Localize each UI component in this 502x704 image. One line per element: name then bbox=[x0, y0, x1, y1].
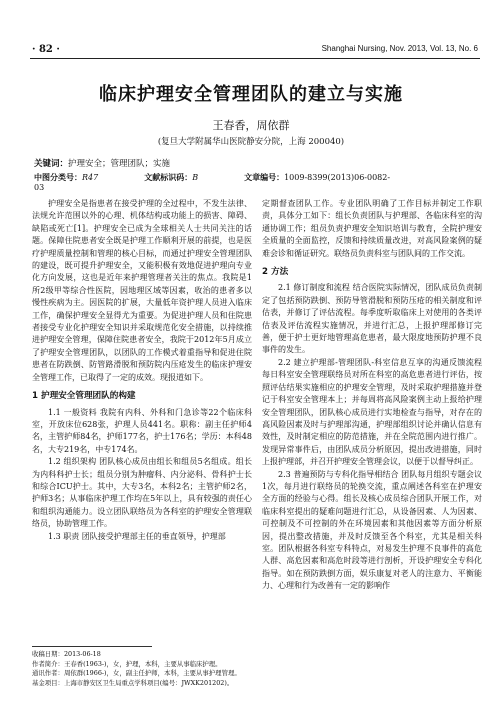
footnote-author: 作者简介：王春香(1963-)，女，护理，本科，主要从事临床护理。 bbox=[32, 659, 222, 668]
paragraph-1-3-continued: 定期督查团队工作。专业团队明确了工作目标并制定工作职责，具体分工如下：组长负责团队与护理部、各临床科室的沟通协调工作；组员负责护理安全知识培训与教育，全院护理安全质量的全面监控，反馈和持续质量改进，对高风险案例的疑难会诊和循证研究。联络员负责科室与团队间的工作交流。 bbox=[262, 199, 482, 258]
section-heading-2: 2 方法 bbox=[262, 267, 289, 278]
paragraph-1-2: 1.2 组织架构 团队核心成员由组长和组员5名组成。组长为内科科护士长；组员分别为肿瘤科、内分泌科、骨科护士长和综合ICU护士。其中，大专3名，本科2名；主管护师2名，护师3名；从事临床护理工作均在5年以上，具有较强的责任心和组织沟通能力。设立团队联络员为各科室的护理安全管理联络员，协助管理工作。 bbox=[32, 457, 252, 529]
left-column bbox=[32, 198, 252, 543]
page-number: · 82 · bbox=[32, 44, 60, 55]
article-title: 临床护理安全管理团队的建立与实施 bbox=[99, 84, 403, 105]
paragraph-2-1: 2.1 修订制度和流程 结合医院实际情况，团队成员负责制定了包括预防跌倒、预防导管滑脱和预防压疮的相关制度和评估表，并修订了评估流程。每季度听取临床上对使用的各类评估表及评估流程实施情况，并进行汇总，上报护理部修订完善，便于护士更好地管理高危患者，最大限度地预防护理不良事件的发生。 bbox=[262, 283, 482, 355]
clc-label: 中图分类号： bbox=[34, 173, 82, 182]
clc-value: R47 bbox=[82, 173, 99, 182]
keywords: 护理安全；管理团队；实施 bbox=[68, 159, 171, 169]
footnotes bbox=[32, 650, 254, 688]
keywords-line bbox=[34, 157, 170, 169]
doc-code-label: 文献标识码： bbox=[144, 173, 193, 182]
article-no-label: 文章编号： bbox=[244, 173, 285, 182]
footnote-funding: 基金项目：上海市静安区卫生局重点学科项目(编号：JWXK201202)。 bbox=[32, 678, 234, 687]
footnote-received: 收稿日期：2013-06-18 bbox=[32, 650, 101, 658]
right-column bbox=[262, 198, 482, 593]
paragraph-2-3: 2.3 普遍预防与专科化指导相结合 团队每月组织专题会议1次，每月进行联络员的轮换交流，重点阐述各科室在护理安全方面的经验与心得。组长及核心成员综合团队开展工作，对临床科室提出的疑难问题进行汇总，从设备因素、人为因素、可控制及不可控制的外在环境因素和其他因素等方面分析原因，提出整改措施，并及时反馈至各个科室，尤其是相关科室。团队根据各科室专科特点，对易发生护理不良事件的高危人群、高危因素和高危时段等进行剖析，开设护理安全专科化指导。如在预防跌倒方面，娱乐康复对老人的注意力、平衡能力、心理和行为改善有一定的影响作 bbox=[262, 469, 482, 591]
paragraph-2-2: 2.2 建立护理部-管理团队-科室信息互享的沟通反馈流程 每日科室安全管理联络员对所在科室的高危患者进行评估，按照评估结果实施相应的护理安全管理，及时采取护理措施并登记于科室安全管理本上；并每周将高风险案例主动上报给护理安全管理团队，团队核心成员进行实地检查与指导，对存在的高风险因素及时与护理部沟通，护理部组织讨论并确认信息有效性，及时制定相应的防范措施，并在全院范围内进行推广。发现异常事件后，由团队成员分析原因，提出改进措施，同时上报护理部，并召开护理安全管理会议，以便于以督导纠正。 bbox=[262, 357, 482, 467]
keywords-label: 关键词： bbox=[34, 159, 69, 169]
paragraph-1-1: 1.1 一般资料 我院有内科、外科和门急诊等22个临床科室，开放床位628张，护理人员441名。职称：副主任护师4名，主管护师84名，护师177名，护士176名；学历：本科48名，大专219名，中专174名。 bbox=[32, 407, 252, 454]
intro-paragraph: 护理安全是指患者在接受护理的全过程中，不发生法律、法规允许范围以外的心理、机体结构或功能上的损害、障碍、缺陷或死亡[1]。护理安全已成为全球相关人士共同关注的话题。保障住院患者安全既是护理工作顺利开展的前提，也是医疗护理质量控制和管理的核心目标，而通过护理安全管理团队的建设，既可提升护理安全，又能积极有效地促进护理向专业化方向发展，这也是近年来护理管理者关注的焦点。我院是1所2级甲等综合性医院，因地理区域等因素，收治的患者多以慢性疾病为主。因医院的扩展，大量低年资护理人员进入临床工作，确保护理安全显得尤为重要。为促进护理人员和住院患者接受专业化护理安全知识并采取规范化安全措施，以持续推进护理安全管理，保障住院患者安全，我院于2012年5月成立了护理安全管理团队，以团队的工作模式着重指导和促进住院患者在防跌倒、防管路滑脱和预防院内压疮发生的临床护理安全管理工作，已取得了一定的成效。现报道如下。 bbox=[32, 199, 252, 382]
clc-group bbox=[34, 173, 98, 182]
section-heading-1: 1 护理安全管理团队的构建 bbox=[32, 391, 136, 402]
affiliation: (复旦大学附属华山医院静安分院，上海 200040) bbox=[157, 137, 345, 147]
authors: 王春香，周依群 bbox=[212, 119, 290, 132]
footnote-rule bbox=[32, 646, 152, 647]
article-no-value: 1009-8399(2013)06-0082-03 bbox=[34, 173, 391, 192]
running-head: Shanghai Nursing, Nov. 2013, Vol. 13, No. 6 bbox=[321, 44, 478, 53]
classification-line bbox=[34, 172, 484, 192]
doc-code-value: B bbox=[192, 173, 199, 182]
footnote-corresponding: 通讯作者：周依群(1966-)，女，副主任护师，本科，主要从事护理管理。 bbox=[32, 669, 241, 678]
paragraph-1-3: 1.3 职责 团队接受护理部主任的垂直领导，护理部 bbox=[48, 531, 226, 541]
header-rule bbox=[30, 58, 480, 59]
doc-code-group bbox=[144, 173, 198, 182]
